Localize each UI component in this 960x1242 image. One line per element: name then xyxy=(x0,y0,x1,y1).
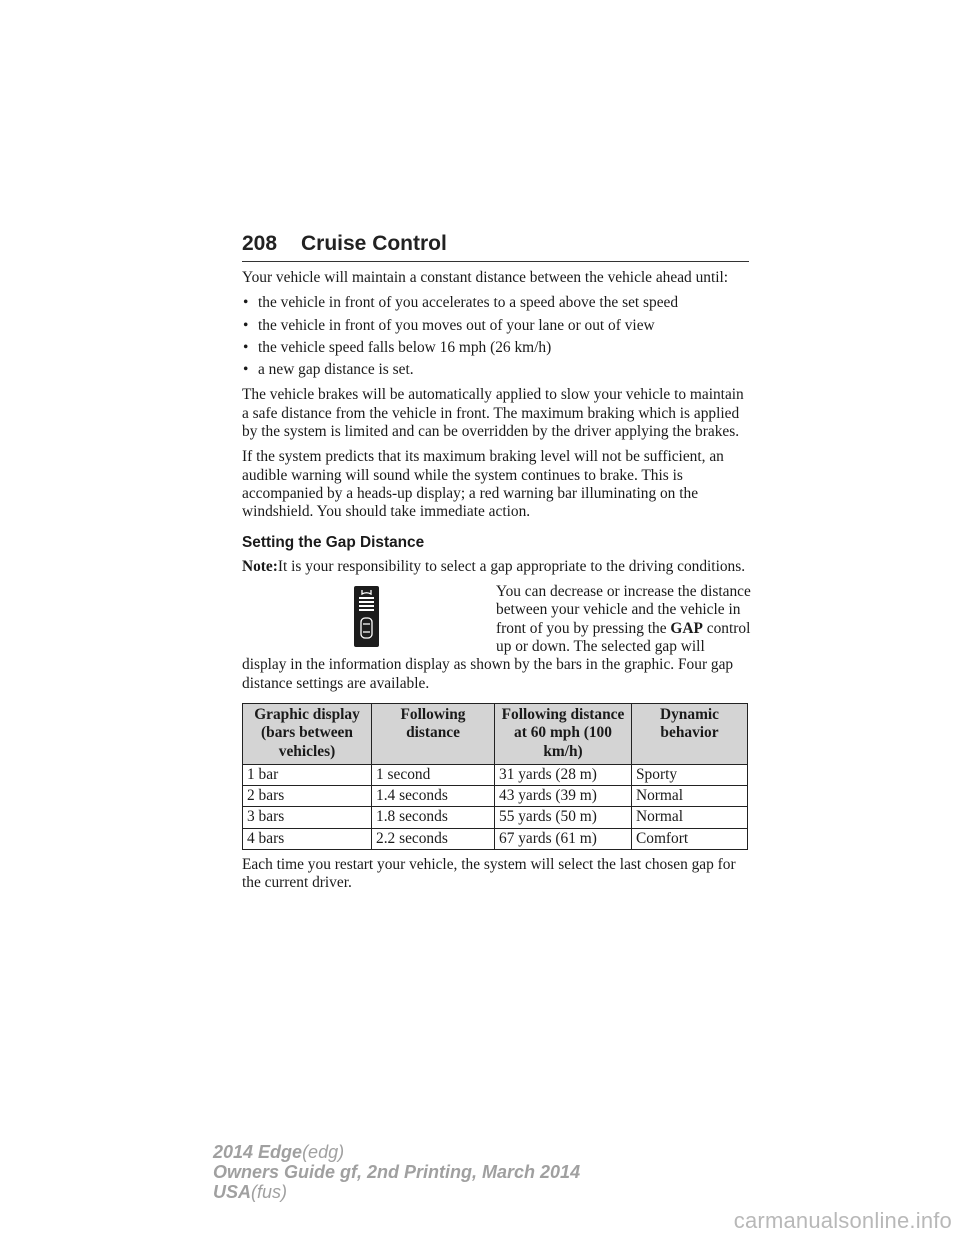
gap-description xyxy=(242,583,752,693)
table-row xyxy=(243,807,748,828)
table-cell: 1.8 seconds xyxy=(372,807,495,828)
column-header: Dynamic behavior xyxy=(632,703,748,764)
gap-control-label: GAP xyxy=(670,619,703,637)
column-header: Graphic display (bars between vehicles) xyxy=(243,703,372,764)
document-footer xyxy=(213,1142,580,1202)
page-number: 208 xyxy=(242,232,278,255)
gap-distance-bars-icon xyxy=(354,586,379,647)
table-cell: 1.4 seconds xyxy=(372,786,495,807)
table-row xyxy=(243,764,748,785)
list-item: • a new gap distance is set. xyxy=(243,361,414,379)
condition-list xyxy=(242,294,752,379)
list-item: • the vehicle in front of you accelerates to a speed above the set speed xyxy=(243,294,679,312)
braking-paragraph: The vehicle brakes will be automatically applied to slow your vehicle to maintain a safe distance from the vehicle in front. The maximum braking which is applied by the system is limited and can be overridden by the driver applying the brakes. xyxy=(242,386,744,441)
page-content xyxy=(242,269,752,900)
bullet-icon: • xyxy=(243,361,249,379)
table-cell: 43 yards (39 m) xyxy=(495,786,632,807)
warning-paragraph: If the system predicts that its maximum braking level will not be sufficient, an audible warning will sound while the system continues to brake. This is accompanied by a heads-up display; a red warning bar illuminating on the windshield. You should take immediate action. xyxy=(242,448,724,521)
table-cell: 3 bars xyxy=(243,807,372,828)
table-cell: 2.2 seconds xyxy=(372,828,495,849)
table-cell: Normal xyxy=(632,786,748,807)
subheading: Setting the Gap Distance xyxy=(242,533,425,551)
table-cell: 55 yards (50 m) xyxy=(495,807,632,828)
section-title: Cruise Control xyxy=(301,232,447,255)
gap-settings-table xyxy=(242,703,748,850)
footer-line-printing: Owners Guide gf, 2nd Printing, March 2014 xyxy=(213,1162,581,1182)
column-header: Following distance xyxy=(372,703,495,764)
table-header-row xyxy=(243,703,748,764)
table-cell: 1 second xyxy=(372,764,495,785)
table-cell: 67 yards (61 m) xyxy=(495,828,632,849)
site-watermark: carmanualsonline.info xyxy=(733,1208,952,1233)
list-item: • the vehicle in front of you moves out of your lane or out of view xyxy=(243,316,655,334)
table-row xyxy=(243,828,748,849)
closing-paragraph: Each time you restart your vehicle, the system will select the last chosen gap for the current driver. xyxy=(242,856,736,892)
column-header: Following distance at 60 mph (100 km/h) xyxy=(495,703,632,764)
note-label: Note: xyxy=(242,557,278,575)
bullet-icon: • xyxy=(243,338,249,356)
bullet-icon: • xyxy=(243,294,249,312)
note-text: It is your responsibility to select a gap appropriate to the driving conditions. xyxy=(277,557,746,575)
table-cell: 4 bars xyxy=(243,828,372,849)
footer-line-region: USA(fus) xyxy=(213,1182,288,1202)
note-paragraph xyxy=(242,558,752,576)
table-row xyxy=(243,786,748,807)
table-cell: Normal xyxy=(632,807,748,828)
gap-paragraph: You can decrease or increase the distance between your vehicle and the vehicle in front of you by pressing the GAP control up or down. The selected gap will display in the information display as shown by the bars in the graphic. Four gap distance settings are available. xyxy=(242,583,751,692)
table-cell: Sporty xyxy=(632,764,748,785)
table-cell: 2 bars xyxy=(243,786,372,807)
footer-line-model: 2014 Edge(edg) xyxy=(213,1142,345,1162)
list-item: • the vehicle speed falls below 16 mph (26 km/h) xyxy=(243,338,552,356)
page-header xyxy=(242,232,749,262)
bullet-icon: • xyxy=(243,316,249,334)
table-cell: 1 bar xyxy=(243,764,372,785)
table-cell: 31 yards (28 m) xyxy=(495,764,632,785)
table-cell: Comfort xyxy=(632,828,748,849)
intro-paragraph: Your vehicle will maintain a constant distance between the vehicle ahead until: xyxy=(242,269,729,286)
